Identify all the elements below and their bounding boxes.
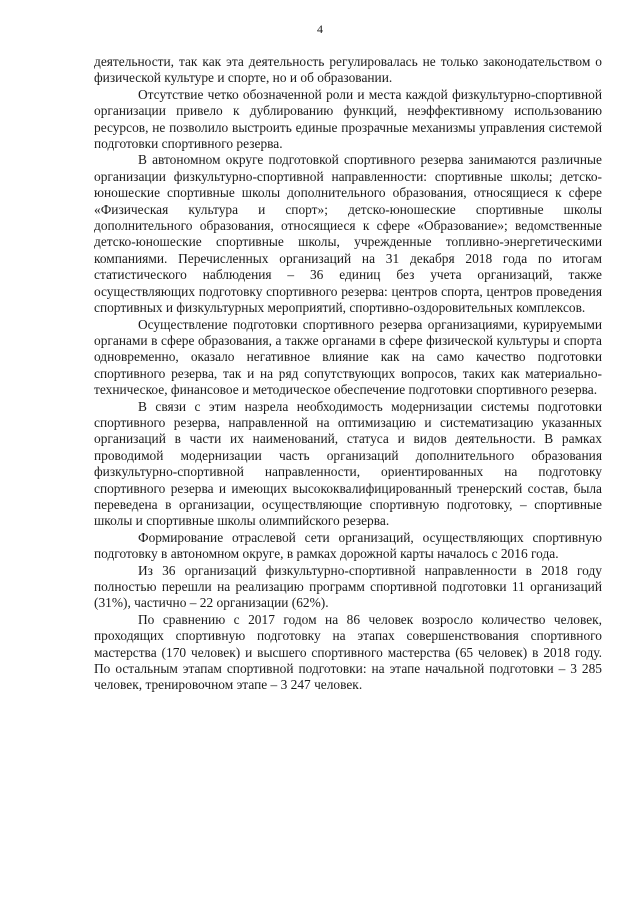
paragraph-modernization: В связи с этим назрела необходимость модернизации системы подготовки спортивного резерва, направленной на оптимизацию и систематизацию указанных организаций в части их наименований, статуса и видов деятельности. В рамках проводимой модернизации часть организаций дополнительного образования физкультурно-спортивной направленности, ориентированных на подготовку спортивного резерва и имеющих высококвалифицированный тренерский состав, была переведена в организации, осуществляющие спортивную подготовку, – спортивные школы и спортивные школы олимпийского резерва. (94, 398, 602, 529)
paragraph-continuation: деятельности, так как эта деятельность регулировалась не только законодательством о физической культуре и спорте, но и об образовании. (94, 54, 602, 86)
page-number: 4 (317, 22, 323, 36)
paragraph-role-absence: Отсутствие четко обозначенной роли и места каждой физкультурно-спортивной организации привело к дублированию функций, неэффективному использованию ресурсов, не позволило выстроить единые прозрачные механизмы управления системой подготовки спортивного резерва. (94, 86, 602, 152)
paragraph-network-formation: Формирование отраслевой сети организаций, осуществляющих спортивную подготовку в автономном округе, в рамках дорожной карты началось с 2016 года. (94, 529, 602, 562)
paragraph-transition-stats: Из 36 организаций физкультурно-спортивной направленности в 2018 году полностью перешли на реализацию программ спортивной подготовки 11 организаций (31%), частично – 22 организации (62%). (94, 562, 602, 611)
paragraph-athlete-counts: По сравнению с 2017 годом на 86 человек возросло количество человек, проходящих спортивную подготовку на этапах совершенствования спортивного мастерства (170 человек) и высшего спортивного мастерства (65 человек) в 2018 году. По остальным этапам спортивной подготовки: на этапе начальной подготовки – 3 285 человек, тренировочном этапе – 3 247 человек. (94, 611, 602, 693)
paragraph-dual-supervision: Осуществление подготовки спортивного резерва организациями, курируемыми органами в сфере образования, а также органами в сфере физической культуры и спорта одновременно, оказало негативное влияние как на само качество подготовки спортивного резерва, так и на ряд сопутствующих вопросов, таких как материально-техническое, финансовое и методическое обеспечение подготовки спортивного резерва. (94, 316, 602, 398)
document-body (94, 54, 602, 694)
paragraph-organizations: В автономном округе подготовкой спортивного резерва занимаются различные организации физкультурно-спортивной направленности: спортивные школы; детско-юношеские спортивные школы дополнительного образования, относящиеся к сфере «Физическая культура и спорт»; детско-юношеские спортивные школы дополнительного образования, относящиеся к сфере «Образование»; ведомственные детско-юношеские спортивные школы, учрежденные топливно-энергетическими компаниями. Перечисленных организаций на 31 декабря 2018 года по итогам статистического наблюдения – 36 единиц без учета организаций, также осуществляющих подготовку спортивного резерва: центров спорта, центров проведения спортивных и физкультурных мероприятий, спортивно-оздоровительных комплексов. (94, 152, 602, 316)
